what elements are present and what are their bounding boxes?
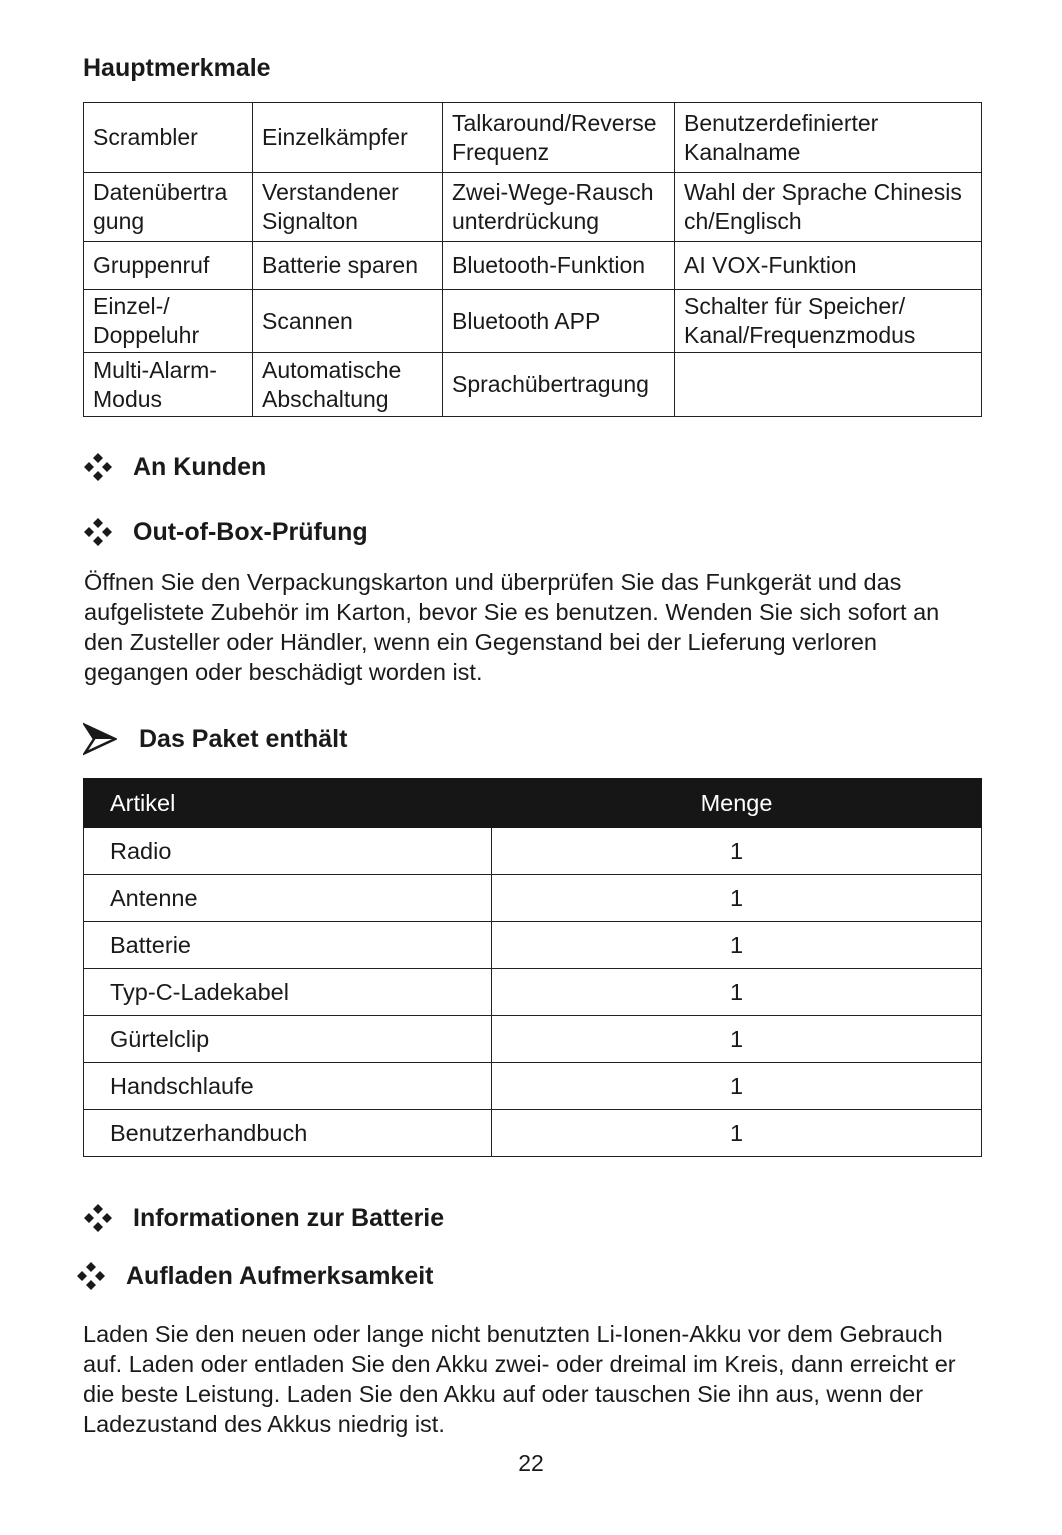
table-row: [84, 242, 982, 290]
table-row: [84, 290, 982, 353]
table-row: [84, 103, 982, 173]
feature-cell: [675, 353, 982, 417]
item-quantity: 1: [492, 828, 982, 875]
table-row: [84, 969, 982, 1016]
feature-cell: Schalter für Speicher/ Kanal/Frequenzmodus: [675, 290, 982, 353]
table-row: [84, 922, 982, 969]
table-row: [84, 875, 982, 922]
item-quantity: 1: [492, 922, 982, 969]
table-header-row: [84, 779, 982, 828]
page-number: 22: [518, 1450, 544, 1476]
page-heading: Hauptmerkmale: [83, 54, 271, 82]
item-name: Gürtelclip: [84, 1016, 492, 1063]
diamond-bullet-icon: [76, 1261, 106, 1291]
item-quantity: 1: [492, 969, 982, 1016]
feature-cell: Einzel-/ Doppeluhr: [84, 290, 253, 353]
table-row: [84, 828, 982, 875]
item-quantity: 1: [492, 875, 982, 922]
column-header-item: Artikel: [84, 779, 492, 828]
table-row: [84, 1063, 982, 1110]
feature-cell: Zwei-Wege-Rausch unterdrückung: [443, 173, 675, 242]
section-title: Das Paket enthält: [139, 724, 348, 753]
feature-cell: Batterie sparen: [253, 242, 443, 290]
section-title: Aufladen Aufmerksamkeit: [126, 1261, 434, 1290]
section-battery: [83, 1203, 444, 1233]
feature-cell: AI VOX-Funktion: [675, 242, 982, 290]
table-row: [84, 1016, 982, 1063]
feature-cell: Wahl der Sprache Chinesis ch/Englisch: [675, 173, 982, 242]
section-title: Informationen zur Batterie: [133, 1203, 445, 1232]
feature-cell: Talkaround/Reverse Frequenz: [443, 103, 675, 173]
item-quantity: 1: [492, 1110, 982, 1157]
diamond-bullet-icon: [83, 1203, 113, 1233]
section-title: Out-of-Box-Prüfung: [133, 517, 368, 546]
feature-cell: Sprachübertragung: [443, 353, 675, 417]
charging-paragraph: Laden Sie den neuen oder lange nicht benutzten Li-Ionen-Akku vor dem Gebrauch auf. Laden oder entladen Sie den Akku zwei- oder dreimal im Kreis, dann erreicht er die beste Leistung. Laden Sie den Akku auf oder tauschen Sie ihn aus, wenn der Ladezustand des Akkus niedrig ist.: [83, 1321, 956, 1437]
arrowhead-bullet-icon: [83, 722, 117, 756]
section-outofbox: [83, 517, 368, 547]
table-row: [84, 353, 982, 417]
table-row: [84, 173, 982, 242]
diamond-bullet-icon: [83, 517, 113, 547]
section-charging: [76, 1261, 434, 1291]
feature-cell: Scannen: [253, 290, 443, 353]
feature-cell: Datenübertra gung: [84, 173, 253, 242]
item-name: Benutzerhandbuch: [84, 1110, 492, 1157]
item-name: Typ-C-Ladekabel: [84, 969, 492, 1016]
section-package: [83, 722, 347, 756]
feature-cell: Verstandener Signalton: [253, 173, 443, 242]
item-name: Antenne: [84, 875, 492, 922]
feature-cell: Einzelkämpfer: [253, 103, 443, 173]
package-contents-table: [83, 778, 982, 1157]
feature-cell: Bluetooth APP: [443, 290, 675, 353]
item-name: Batterie: [84, 922, 492, 969]
item-name: Radio: [84, 828, 492, 875]
section-title: An Kunden: [133, 452, 267, 481]
item-name: Handschlaufe: [84, 1063, 492, 1110]
table-row: [84, 1110, 982, 1157]
outofbox-paragraph: Öffnen Sie den Verpackungskarton und überprüfen Sie das Funkgerät und das aufgelistete Zubehör im Karton, bevor Sie es benutzen. Wenden Sie sich sofort an den Zusteller oder Händler, wenn ein Gegenstand bei der Lieferung verloren gegangen oder beschädigt worden ist.: [84, 569, 940, 685]
item-quantity: 1: [492, 1016, 982, 1063]
features-table: [83, 102, 982, 417]
diamond-bullet-icon: [83, 452, 113, 482]
feature-cell: Benutzerdefinierter Kanalname: [675, 103, 982, 173]
section-customers: [83, 452, 266, 482]
feature-cell: Scrambler: [84, 103, 253, 173]
item-quantity: 1: [492, 1063, 982, 1110]
feature-cell: Bluetooth-Funktion: [443, 242, 675, 290]
feature-cell: Automatische Abschaltung: [253, 353, 443, 417]
column-header-quantity: Menge: [492, 779, 982, 828]
feature-cell: Gruppenruf: [84, 242, 253, 290]
feature-cell: Multi-Alarm- Modus: [84, 353, 253, 417]
